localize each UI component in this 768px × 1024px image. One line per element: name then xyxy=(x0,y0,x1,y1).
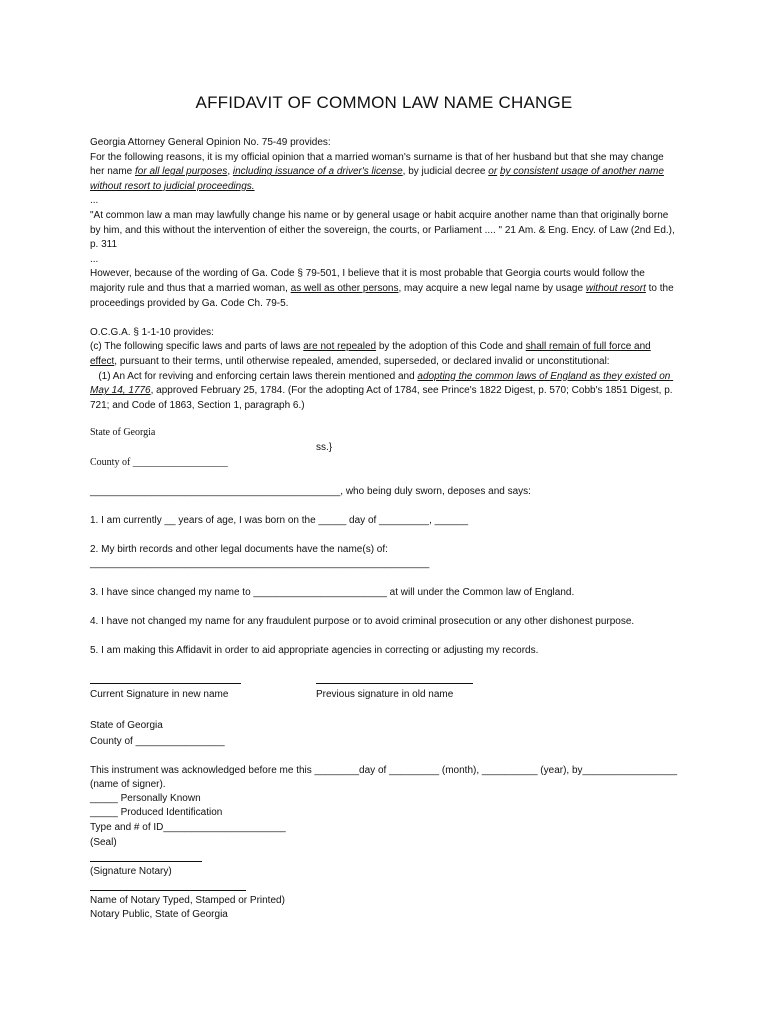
id-type: Type and # of ID______________________ xyxy=(90,822,286,833)
statement-2: 2. My birth records and other legal documents have the name(s) of: xyxy=(90,544,388,555)
opinion-heading: Georgia Attorney General Opinion No. 75-49 provides: xyxy=(90,137,331,148)
document-title: AFFIDAVIT OF COMMON LAW NAME CHANGE xyxy=(195,93,573,112)
notary-county: County of ________________ xyxy=(90,736,225,747)
name-of-signer: (name of signer). xyxy=(90,779,166,790)
statement-3: 3. I have since changed my name to ________________________ at will under the Common law of England. xyxy=(90,587,575,598)
notary-signature-label: (Signature Notary) xyxy=(90,866,172,877)
current-signature-label: Current Signature in new name xyxy=(90,689,229,700)
notary-signature-line xyxy=(90,861,202,862)
opinion-paragraph-2: "At common law a man may lawfully change his name or by general usage or habit acquire another name than that originally borne by him, and this without the intervention of either the sovereign, the courts, or Parliament .... " 21 Am. & Eng. Ency. of Law (2nd Ed.), p. 311 xyxy=(90,209,675,251)
statement-5: 5. I am making this Affidavit in order to aid appropriate agencies in correcting or adjusting my records. xyxy=(90,645,539,656)
notary-name-label: Name of Notary Typed, Stamped or Printed) xyxy=(90,895,285,906)
ellipsis: ... xyxy=(90,253,99,265)
document-body xyxy=(90,136,680,413)
ocga-paragraph-1: (1) An Act for reviving and enforcing certain laws therein mentioned and adopting the common laws of England as they existed on May 14, 1776, approved February 25, 1784. (For the adopting Act of 1784, see Prince's 1822 Digest, p. 570; Cobb's 1851 Digest, p. 721; and Code of 1863, Section 1, paragraph 6.) xyxy=(90,370,676,411)
statement-2-line: _____________________________________________________________ xyxy=(90,558,430,569)
ocga-paragraph-c: (c) The following specific laws and parts of laws are not repealed by the adoption of this Code and shall remain of full force and effect, pursuant to their terms, until otherwise repealed, amended, superseded, or declared invalid or unconstitutional: xyxy=(90,341,651,367)
previous-signature-label: Previous signature in old name xyxy=(316,689,454,700)
opinion-paragraph-3: However, because of the wording of Ga. Code § 79-501, I believe that it is most probable that Georgia courts would follow the majority rule and thus that a married woman, as well as other persons, may acquire a new legal name by usage without resort to the proceedings provided by Ga. Code Ch. 79-5. xyxy=(90,268,674,309)
produced-identification: _____ Produced Identification xyxy=(90,807,223,818)
previous-signature-line xyxy=(316,683,473,684)
venue-ss: ss.} xyxy=(316,442,333,453)
deponent-line: _____________________________________________, who being duly sworn, deposes and says: xyxy=(90,486,531,497)
notary-state: State of Georgia xyxy=(90,720,163,731)
ocga-heading: O.C.G.A. § 1-1-10 provides: xyxy=(90,326,214,338)
notary-name-line xyxy=(90,890,246,891)
statement-1: 1. I am currently __ years of age, I was born on the _____ day of _________, ______ xyxy=(90,515,469,526)
personally-known: _____ Personally Known xyxy=(90,793,201,804)
statement-4: 4. I have not changed my name for any fraudulent purpose or to avoid criminal prosecution or any other dishonest purpose. xyxy=(90,616,635,627)
ellipsis: ... xyxy=(90,195,99,207)
venue-county: County of ___________________ xyxy=(90,457,228,468)
notary-public-label: Notary Public, State of Georgia xyxy=(90,909,228,920)
opinion-paragraph-1: For the following reasons, it is my official opinion that a married woman's surname is that of her husband but that she may change her name for all legal purposes, including issuance of a driver's license, by judicial decree or by consistent usage of another name without resort to judicial proceedings. xyxy=(90,151,664,192)
seal-label: (Seal) xyxy=(90,837,117,848)
venue-state: State of Georgia xyxy=(90,427,156,438)
current-signature-line xyxy=(90,683,241,684)
acknowledgment-line: This instrument was acknowledged before me this ________day of _________ (month), __________ (year), by_________________ xyxy=(90,765,678,776)
